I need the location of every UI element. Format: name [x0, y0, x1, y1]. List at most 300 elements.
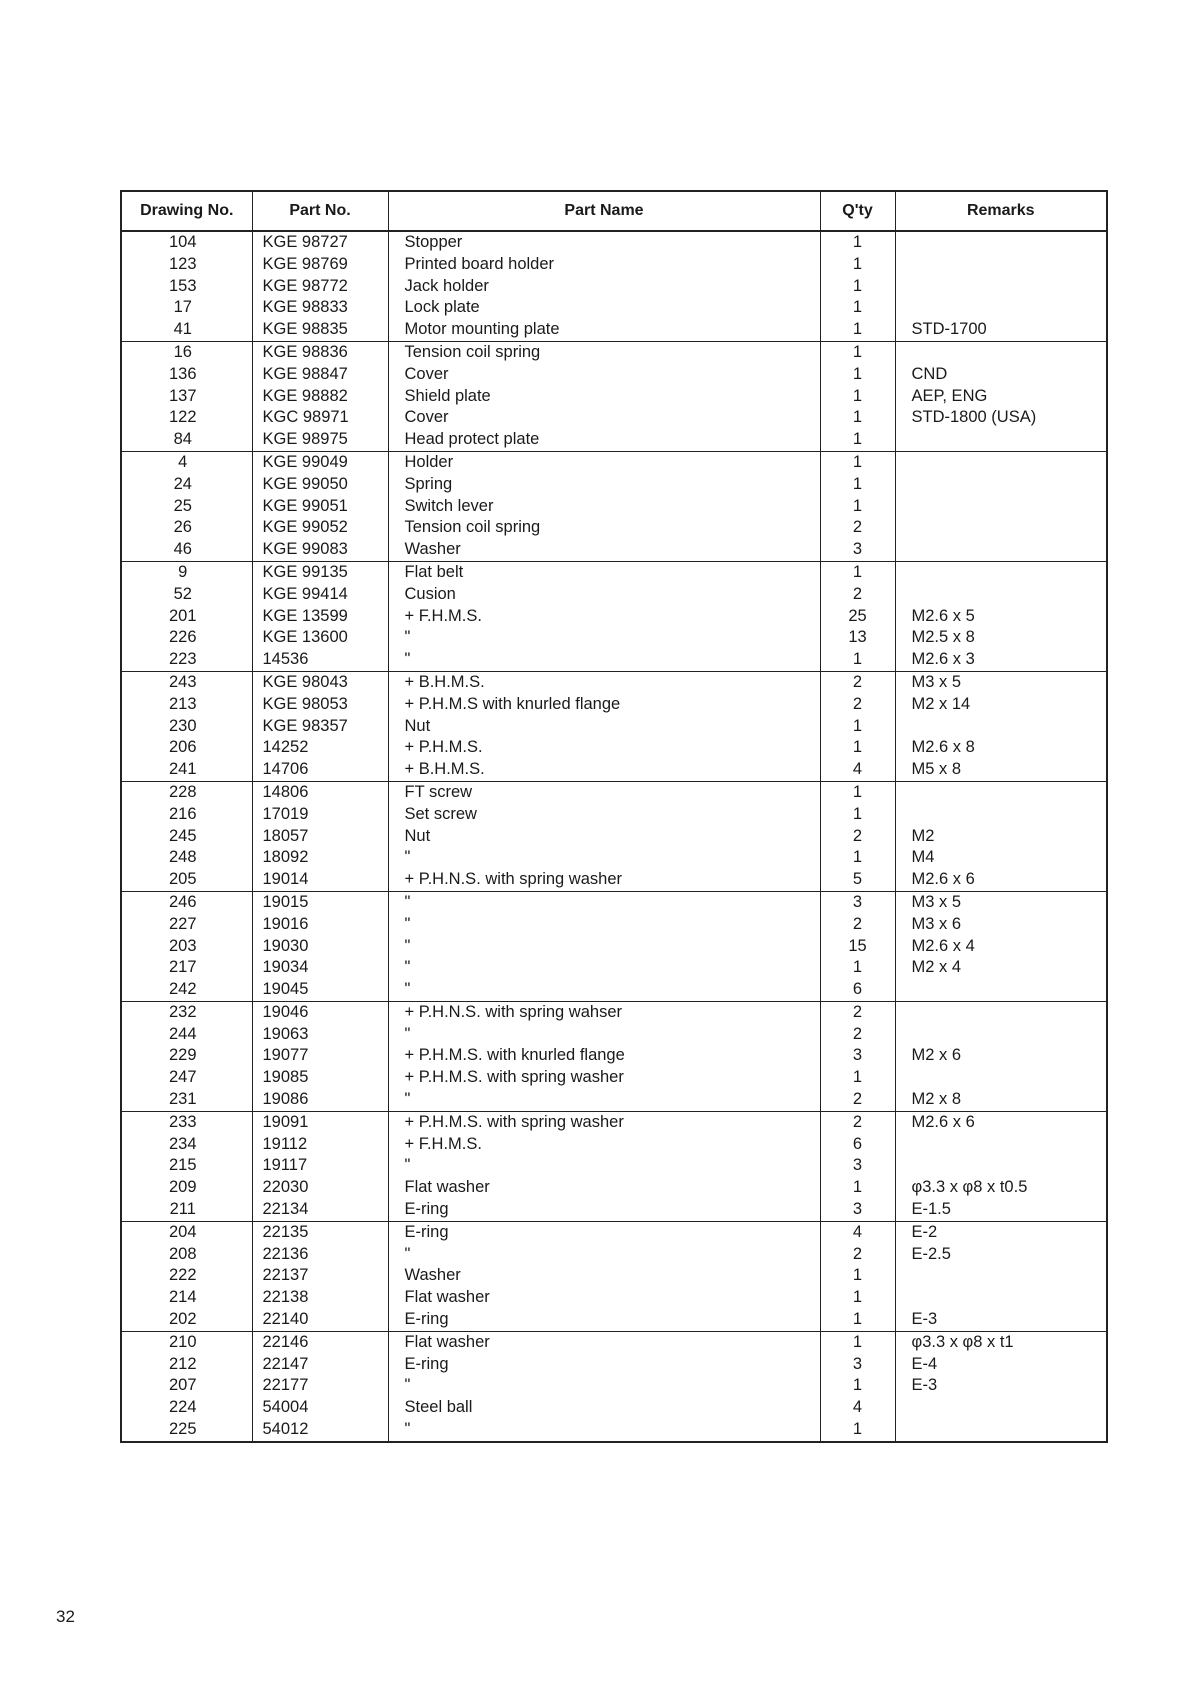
qty-cell: 1 — [820, 474, 895, 496]
part-name-cell: + P.H.N.S. with spring wahser — [388, 1001, 820, 1023]
qty-cell: 1 — [820, 737, 895, 759]
table-row — [121, 1221, 1107, 1243]
table-row — [121, 1331, 1107, 1353]
remarks-cell: STD-1700 — [895, 319, 1107, 341]
qty-cell: 15 — [820, 936, 895, 958]
table-row — [121, 716, 1107, 738]
part-name-cell: Lock plate — [388, 297, 820, 319]
part-no-cell: 22137 — [252, 1265, 388, 1287]
drawing-no-cell: 153 — [121, 276, 252, 298]
parts-list-table — [120, 190, 1108, 1443]
part-no-cell: KGE 98882 — [252, 386, 388, 408]
part-name-cell: Motor mounting plate — [388, 319, 820, 341]
header-part-name: Part Name — [388, 191, 820, 231]
part-no-cell: 22177 — [252, 1375, 388, 1397]
remarks-cell: φ3.3 x φ8 x t0.5 — [895, 1177, 1107, 1199]
part-name-cell: " — [388, 891, 820, 913]
qty-cell: 3 — [820, 1199, 895, 1221]
qty-cell: 1 — [820, 847, 895, 869]
part-name-cell: + P.H.M.S. with knurled flange — [388, 1045, 820, 1067]
qty-cell: 4 — [820, 1221, 895, 1243]
table-row — [121, 869, 1107, 891]
drawing-no-cell: 243 — [121, 671, 252, 693]
remarks-cell: E-4 — [895, 1354, 1107, 1376]
part-no-cell: KGE 99052 — [252, 517, 388, 539]
remarks-cell: STD-1800 (USA) — [895, 407, 1107, 429]
qty-cell: 13 — [820, 627, 895, 649]
drawing-no-cell: 225 — [121, 1419, 252, 1442]
drawing-no-cell: 211 — [121, 1199, 252, 1221]
qty-cell: 1 — [820, 1067, 895, 1089]
part-name-cell: Spring — [388, 474, 820, 496]
table-row — [121, 649, 1107, 671]
qty-cell: 1 — [820, 1265, 895, 1287]
qty-cell: 1 — [820, 957, 895, 979]
part-name-cell: Cusion — [388, 584, 820, 606]
qty-cell: 1 — [820, 804, 895, 826]
remarks-cell: M3 x 5 — [895, 671, 1107, 693]
part-name-cell: " — [388, 1375, 820, 1397]
qty-cell: 1 — [820, 1331, 895, 1353]
table-row — [121, 539, 1107, 561]
table-row — [121, 979, 1107, 1001]
part-name-cell: FT screw — [388, 781, 820, 803]
drawing-no-cell: 206 — [121, 737, 252, 759]
remarks-cell: M2 x 4 — [895, 957, 1107, 979]
part-no-cell: KGE 98043 — [252, 671, 388, 693]
remarks-cell — [895, 517, 1107, 539]
qty-cell: 1 — [820, 386, 895, 408]
drawing-no-cell: 223 — [121, 649, 252, 671]
remarks-cell — [895, 297, 1107, 319]
part-no-cell: 19091 — [252, 1111, 388, 1133]
qty-cell: 4 — [820, 759, 895, 781]
drawing-no-cell: 136 — [121, 364, 252, 386]
header-drawing-no: Drawing No. — [121, 191, 252, 231]
remarks-cell: E-3 — [895, 1375, 1107, 1397]
remarks-cell: M3 x 5 — [895, 891, 1107, 913]
remarks-cell: M2.6 x 6 — [895, 1111, 1107, 1133]
table-row — [121, 254, 1107, 276]
table-row — [121, 737, 1107, 759]
table-row — [121, 276, 1107, 298]
table-row — [121, 231, 1107, 254]
part-no-cell: 19015 — [252, 891, 388, 913]
drawing-no-cell: 137 — [121, 386, 252, 408]
part-name-cell: + F.H.M.S. — [388, 606, 820, 628]
drawing-no-cell: 217 — [121, 957, 252, 979]
drawing-no-cell: 52 — [121, 584, 252, 606]
drawing-no-cell: 234 — [121, 1134, 252, 1156]
part-no-cell: KGE 98833 — [252, 297, 388, 319]
table-row — [121, 936, 1107, 958]
header-qty: Q'ty — [820, 191, 895, 231]
part-name-cell: E-ring — [388, 1199, 820, 1221]
remarks-cell: M2.6 x 6 — [895, 869, 1107, 891]
part-name-cell: Switch lever — [388, 496, 820, 518]
qty-cell: 1 — [820, 649, 895, 671]
part-name-cell: " — [388, 979, 820, 1001]
drawing-no-cell: 212 — [121, 1354, 252, 1376]
table-row — [121, 1089, 1107, 1111]
part-no-cell: KGE 99051 — [252, 496, 388, 518]
drawing-no-cell: 16 — [121, 341, 252, 363]
remarks-cell — [895, 584, 1107, 606]
drawing-no-cell: 201 — [121, 606, 252, 628]
drawing-no-cell: 228 — [121, 781, 252, 803]
part-no-cell: 18092 — [252, 847, 388, 869]
part-name-cell: Washer — [388, 539, 820, 561]
part-no-cell: 19030 — [252, 936, 388, 958]
remarks-cell: M2 x 6 — [895, 1045, 1107, 1067]
part-no-cell: 19112 — [252, 1134, 388, 1156]
table-row — [121, 364, 1107, 386]
qty-cell: 2 — [820, 1111, 895, 1133]
remarks-cell: M2 x 14 — [895, 694, 1107, 716]
qty-cell: 2 — [820, 1244, 895, 1266]
table-row — [121, 517, 1107, 539]
part-name-cell: E-ring — [388, 1309, 820, 1331]
remarks-cell: M2 x 8 — [895, 1089, 1107, 1111]
qty-cell: 2 — [820, 584, 895, 606]
drawing-no-cell: 203 — [121, 936, 252, 958]
part-no-cell: 22138 — [252, 1287, 388, 1309]
table-row — [121, 1045, 1107, 1067]
part-no-cell: 19063 — [252, 1024, 388, 1046]
table-row — [121, 694, 1107, 716]
remarks-cell — [895, 539, 1107, 561]
drawing-no-cell: 245 — [121, 826, 252, 848]
drawing-no-cell: 231 — [121, 1089, 252, 1111]
part-name-cell: " — [388, 914, 820, 936]
qty-cell: 1 — [820, 319, 895, 341]
table-row — [121, 297, 1107, 319]
part-no-cell: 19034 — [252, 957, 388, 979]
part-name-cell: E-ring — [388, 1354, 820, 1376]
qty-cell: 1 — [820, 364, 895, 386]
part-name-cell: Cover — [388, 407, 820, 429]
drawing-no-cell: 84 — [121, 429, 252, 451]
drawing-no-cell: 232 — [121, 1001, 252, 1023]
table-body — [121, 231, 1107, 1442]
part-no-cell: 19016 — [252, 914, 388, 936]
table-row — [121, 319, 1107, 341]
part-name-cell: + F.H.M.S. — [388, 1134, 820, 1156]
table-row — [121, 429, 1107, 451]
part-no-cell: 14252 — [252, 737, 388, 759]
table-row — [121, 606, 1107, 628]
part-no-cell: 54004 — [252, 1397, 388, 1419]
part-no-cell: 14536 — [252, 649, 388, 671]
remarks-cell — [895, 451, 1107, 473]
part-no-cell: 19117 — [252, 1155, 388, 1177]
part-no-cell: KGE 98975 — [252, 429, 388, 451]
part-name-cell: + P.H.M.S. with spring washer — [388, 1067, 820, 1089]
drawing-no-cell: 25 — [121, 496, 252, 518]
remarks-cell: E-2 — [895, 1221, 1107, 1243]
table-row — [121, 1155, 1107, 1177]
drawing-no-cell: 213 — [121, 694, 252, 716]
part-name-cell: Nut — [388, 826, 820, 848]
table-row — [121, 847, 1107, 869]
qty-cell: 1 — [820, 451, 895, 473]
remarks-cell: E-2.5 — [895, 1244, 1107, 1266]
part-no-cell: 22030 — [252, 1177, 388, 1199]
table-row — [121, 1419, 1107, 1442]
qty-cell: 1 — [820, 561, 895, 583]
part-no-cell: KGE 98847 — [252, 364, 388, 386]
remarks-cell: M2.5 x 8 — [895, 627, 1107, 649]
part-name-cell: Cover — [388, 364, 820, 386]
qty-cell: 1 — [820, 1375, 895, 1397]
drawing-no-cell: 122 — [121, 407, 252, 429]
part-name-cell: " — [388, 1419, 820, 1442]
drawing-no-cell: 210 — [121, 1331, 252, 1353]
part-no-cell: 17019 — [252, 804, 388, 826]
table-row — [121, 781, 1107, 803]
table-header-row — [121, 191, 1107, 231]
qty-cell: 2 — [820, 694, 895, 716]
part-no-cell: KGE 99083 — [252, 539, 388, 561]
remarks-cell — [895, 1134, 1107, 1156]
drawing-no-cell: 222 — [121, 1265, 252, 1287]
part-name-cell: " — [388, 847, 820, 869]
remarks-cell — [895, 804, 1107, 826]
table-row — [121, 957, 1107, 979]
part-name-cell: + P.H.M.S. — [388, 737, 820, 759]
table-row — [121, 1024, 1107, 1046]
qty-cell: 5 — [820, 869, 895, 891]
qty-cell: 1 — [820, 1419, 895, 1442]
table-row — [121, 826, 1107, 848]
table-row — [121, 496, 1107, 518]
remarks-cell: M4 — [895, 847, 1107, 869]
qty-cell: 4 — [820, 1397, 895, 1419]
qty-cell: 3 — [820, 1155, 895, 1177]
part-name-cell: E-ring — [388, 1221, 820, 1243]
table-row — [121, 1287, 1107, 1309]
remarks-cell — [895, 1287, 1107, 1309]
remarks-cell — [895, 1155, 1107, 1177]
part-name-cell: " — [388, 1089, 820, 1111]
page-number: 32 — [56, 1607, 75, 1626]
part-name-cell: Steel ball — [388, 1397, 820, 1419]
remarks-cell — [895, 276, 1107, 298]
part-no-cell: 22146 — [252, 1331, 388, 1353]
remarks-cell: M2.6 x 3 — [895, 649, 1107, 671]
qty-cell: 1 — [820, 781, 895, 803]
drawing-no-cell: 216 — [121, 804, 252, 826]
remarks-cell — [895, 1024, 1107, 1046]
drawing-no-cell: 226 — [121, 627, 252, 649]
part-no-cell: 19046 — [252, 1001, 388, 1023]
drawing-no-cell: 17 — [121, 297, 252, 319]
part-no-cell: 22140 — [252, 1309, 388, 1331]
part-name-cell: + P.H.M.S. with spring washer — [388, 1111, 820, 1133]
drawing-no-cell: 202 — [121, 1309, 252, 1331]
drawing-no-cell: 104 — [121, 231, 252, 254]
table-row — [121, 1397, 1107, 1419]
table-row — [121, 341, 1107, 363]
remarks-cell: M2.6 x 8 — [895, 737, 1107, 759]
remarks-cell: φ3.3 x φ8 x t1 — [895, 1331, 1107, 1353]
part-no-cell: 18057 — [252, 826, 388, 848]
qty-cell: 2 — [820, 1001, 895, 1023]
part-name-cell: " — [388, 936, 820, 958]
table-row — [121, 1111, 1107, 1133]
part-name-cell: Shield plate — [388, 386, 820, 408]
remarks-cell — [895, 254, 1107, 276]
drawing-no-cell: 123 — [121, 254, 252, 276]
drawing-no-cell: 207 — [121, 1375, 252, 1397]
part-no-cell: KGE 98357 — [252, 716, 388, 738]
drawing-no-cell: 229 — [121, 1045, 252, 1067]
qty-cell: 1 — [820, 429, 895, 451]
remarks-cell — [895, 496, 1107, 518]
remarks-cell: M5 x 8 — [895, 759, 1107, 781]
qty-cell: 3 — [820, 1354, 895, 1376]
qty-cell: 1 — [820, 231, 895, 254]
drawing-no-cell: 208 — [121, 1244, 252, 1266]
remarks-cell — [895, 716, 1107, 738]
table-row — [121, 561, 1107, 583]
part-no-cell: KGE 99050 — [252, 474, 388, 496]
part-no-cell: 14806 — [252, 781, 388, 803]
part-name-cell: Tension coil spring — [388, 517, 820, 539]
qty-cell: 1 — [820, 1177, 895, 1199]
qty-cell: 2 — [820, 826, 895, 848]
part-name-cell: Flat washer — [388, 1287, 820, 1309]
qty-cell: 2 — [820, 1089, 895, 1111]
part-name-cell: Flat washer — [388, 1331, 820, 1353]
part-no-cell: 22136 — [252, 1244, 388, 1266]
table-row — [121, 1134, 1107, 1156]
part-no-cell: 54012 — [252, 1419, 388, 1442]
table-row — [121, 759, 1107, 781]
drawing-no-cell: 24 — [121, 474, 252, 496]
drawing-no-cell: 204 — [121, 1221, 252, 1243]
part-name-cell: Flat washer — [388, 1177, 820, 1199]
remarks-cell: M2 — [895, 826, 1107, 848]
table-row — [121, 1375, 1107, 1397]
remarks-cell: M3 x 6 — [895, 914, 1107, 936]
part-no-cell: 22134 — [252, 1199, 388, 1221]
part-name-cell: " — [388, 1024, 820, 1046]
remarks-cell — [895, 1067, 1107, 1089]
qty-cell: 25 — [820, 606, 895, 628]
drawing-no-cell: 46 — [121, 539, 252, 561]
remarks-cell: E-3 — [895, 1309, 1107, 1331]
part-no-cell: 22135 — [252, 1221, 388, 1243]
remarks-cell: AEP, ENG — [895, 386, 1107, 408]
drawing-no-cell: 241 — [121, 759, 252, 781]
qty-cell: 2 — [820, 517, 895, 539]
part-name-cell: " — [388, 957, 820, 979]
table-row — [121, 407, 1107, 429]
part-no-cell: KGE 13600 — [252, 627, 388, 649]
part-name-cell: " — [388, 1244, 820, 1266]
drawing-no-cell: 215 — [121, 1155, 252, 1177]
drawing-no-cell: 9 — [121, 561, 252, 583]
part-no-cell: 19085 — [252, 1067, 388, 1089]
table-row — [121, 1244, 1107, 1266]
header-part-no: Part No. — [252, 191, 388, 231]
qty-cell: 1 — [820, 1287, 895, 1309]
part-no-cell: 22147 — [252, 1354, 388, 1376]
table-row — [121, 627, 1107, 649]
qty-cell: 2 — [820, 1024, 895, 1046]
part-no-cell: 14706 — [252, 759, 388, 781]
remarks-cell — [895, 1001, 1107, 1023]
qty-cell: 1 — [820, 276, 895, 298]
part-name-cell: + B.H.M.S. — [388, 759, 820, 781]
table-row — [121, 914, 1107, 936]
qty-cell: 3 — [820, 1045, 895, 1067]
drawing-no-cell: 209 — [121, 1177, 252, 1199]
table-row — [121, 474, 1107, 496]
remarks-cell — [895, 1265, 1107, 1287]
part-no-cell: KGE 98835 — [252, 319, 388, 341]
part-name-cell: Flat belt — [388, 561, 820, 583]
part-name-cell: Holder — [388, 451, 820, 473]
remarks-cell — [895, 1419, 1107, 1442]
part-no-cell: 19014 — [252, 869, 388, 891]
remarks-cell — [895, 231, 1107, 254]
drawing-no-cell: 230 — [121, 716, 252, 738]
qty-cell: 1 — [820, 496, 895, 518]
part-no-cell: KGE 98769 — [252, 254, 388, 276]
remarks-cell — [895, 781, 1107, 803]
part-no-cell: 19077 — [252, 1045, 388, 1067]
part-no-cell: KGE 99049 — [252, 451, 388, 473]
part-name-cell: Stopper — [388, 231, 820, 254]
drawing-no-cell: 247 — [121, 1067, 252, 1089]
remarks-cell — [895, 1397, 1107, 1419]
part-name-cell: Nut — [388, 716, 820, 738]
part-name-cell: " — [388, 1155, 820, 1177]
table-row — [121, 1067, 1107, 1089]
table-row — [121, 891, 1107, 913]
part-name-cell: Printed board holder — [388, 254, 820, 276]
drawing-no-cell: 41 — [121, 319, 252, 341]
table-row — [121, 1309, 1107, 1331]
drawing-no-cell: 214 — [121, 1287, 252, 1309]
part-no-cell: KGE 98836 — [252, 341, 388, 363]
remarks-cell — [895, 474, 1107, 496]
drawing-no-cell: 242 — [121, 979, 252, 1001]
part-no-cell: KGE 98053 — [252, 694, 388, 716]
part-name-cell: " — [388, 627, 820, 649]
part-name-cell: Tension coil spring — [388, 341, 820, 363]
qty-cell: 1 — [820, 716, 895, 738]
drawing-no-cell: 233 — [121, 1111, 252, 1133]
drawing-no-cell: 248 — [121, 847, 252, 869]
part-name-cell: Set screw — [388, 804, 820, 826]
drawing-no-cell: 224 — [121, 1397, 252, 1419]
table-row — [121, 671, 1107, 693]
table-row — [121, 1354, 1107, 1376]
part-name-cell: Washer — [388, 1265, 820, 1287]
table-row — [121, 1001, 1107, 1023]
table-row — [121, 584, 1107, 606]
drawing-no-cell: 26 — [121, 517, 252, 539]
part-no-cell: KGE 98727 — [252, 231, 388, 254]
part-name-cell: Head protect plate — [388, 429, 820, 451]
table-row — [121, 451, 1107, 473]
remarks-cell: E-1.5 — [895, 1199, 1107, 1221]
part-no-cell: 19045 — [252, 979, 388, 1001]
qty-cell: 1 — [820, 341, 895, 363]
